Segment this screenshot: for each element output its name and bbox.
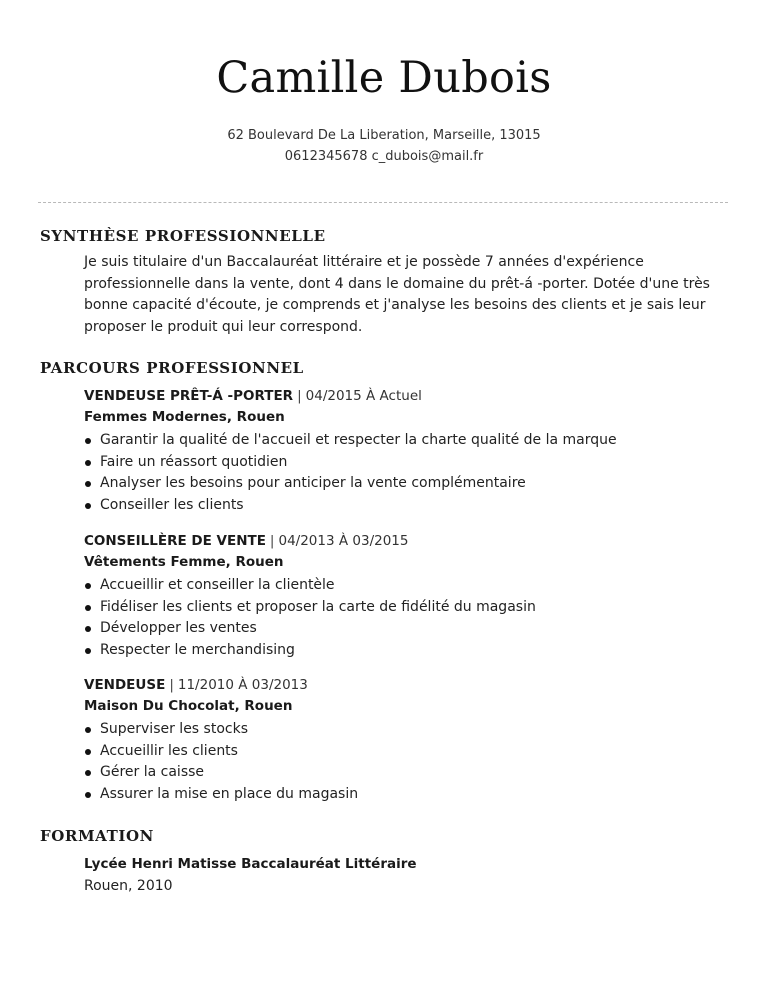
section-title-experience: PARCOURS PROFESSIONNEL [40,359,304,377]
duty-item [84,575,744,597]
bullet-icon [85,792,91,798]
job-header [84,531,744,552]
job-employer: Maison Du Chocolat, Rouen [84,698,293,714]
contact-phone-email: 0612345678 c_dubois@mail.fr [284,149,484,164]
duty-list [84,430,744,516]
bullet-icon [85,503,91,509]
summary-text: Je suis titulaire d'un Baccalauréat littéraire et je possède 7 années d'expérience professionnelle dans la vente, dont 4 dans le domaine du prêt-á -porter. Dotée d'une très bonne capacité d'écoute, je comprends et j'analyse les besoins des clients et je sais leur proposer le produit qui leur correspond. [84,254,710,335]
bullet-icon [85,749,91,755]
duty-text: Superviser les stocks [100,721,248,737]
duty-item [84,640,744,662]
job-dates: 04/2015 À Actuel [305,388,422,404]
job-header [84,386,744,407]
duty-text: Gérer la caisse [100,764,205,780]
duty-item [84,452,744,474]
duty-item [84,430,744,452]
job-title: CONSEILLÈRE DE VENTE [84,533,266,549]
header-divider [38,202,728,203]
duty-text: Accueillir les clients [100,742,238,759]
duty-text: Faire un réassort quotidien [100,453,288,470]
duty-text: Respecter le merchandising [100,641,295,658]
education-place-year: Rouen, 2010 [84,878,173,894]
job-employer: Vêtements Femme, Rouen [84,554,284,570]
bullet-icon [85,583,91,589]
bullet-icon [85,605,91,611]
separator: | [297,388,302,404]
education-entry [84,853,724,897]
duty-item [84,473,744,495]
bullet-icon [85,438,91,444]
duty-text: Accueillir et conseiller la clientèle [100,577,335,593]
duty-item [84,597,744,619]
duty-item [84,762,744,784]
duty-text: Garantir la qualité de l'accueil et respecter la charte qualité de la marque [100,432,617,448]
duty-text: Développer les ventes [100,620,257,636]
duty-text: Analyser les besoins pour anticiper la vente complémentaire [100,475,526,491]
job-entry [84,531,744,661]
bullet-icon [85,648,91,654]
bullet-icon [85,770,91,776]
separator: | [169,677,174,693]
duty-list [84,575,744,661]
bullet-icon [85,481,91,487]
section-title-summary: SYNTHÈSE PROFESSIONNELLE [40,227,326,245]
bullet-icon [85,626,91,632]
job-entry [84,386,744,516]
duty-item [84,784,744,806]
duty-item [84,495,744,517]
bullet-icon [85,460,91,466]
job-title: VENDEUSE PRÊT-Á -PORTER [84,388,294,404]
duty-list [84,719,744,805]
duty-text: Conseiller les clients [100,496,244,513]
separator: | [269,533,275,549]
duty-item [84,719,744,741]
section-title-education: FORMATION [40,827,154,845]
job-title: VENDEUSE [84,677,166,693]
contact-address: 62 Boulevard De La Liberation, Marseille, 13015 [227,128,541,143]
duty-text: Fidéliser les clients et proposer la carte de fidélité du magasin [100,598,536,615]
candidate-name: Camille Dubois [216,53,552,103]
job-employer: Femmes Modernes, Rouen [84,409,285,425]
duty-item [84,618,744,640]
duty-text: Assurer la mise en place du magasin [100,785,359,802]
job-dates: 11/2010 À 03/2013 [177,677,308,693]
duty-item [84,741,744,763]
education-degree: Lycée Henri Matisse Baccalauréat Littéraire [84,856,417,872]
job-header [84,675,744,696]
job-dates: 04/2013 À 03/2015 [278,533,409,549]
bullet-icon [85,727,91,733]
job-entry [84,675,744,805]
